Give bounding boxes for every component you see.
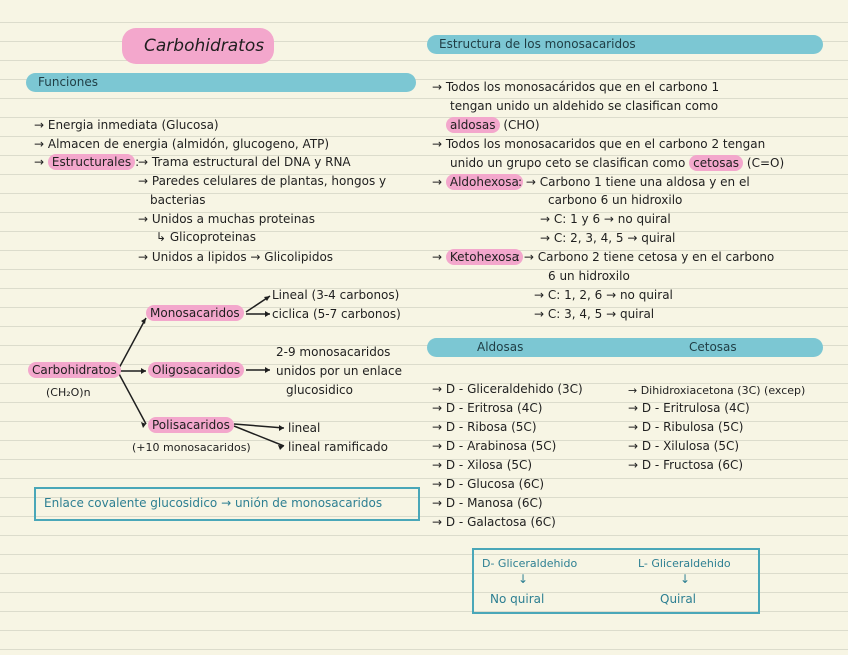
poli-ramificado: lineal ramificado — [288, 440, 388, 454]
estructurales-label: Estructurales — [48, 154, 135, 170]
keto-line-3: → C: 1, 2, 6 → no quiral — [534, 288, 673, 302]
l-gliceraldehido: L- Gliceraldehido — [638, 557, 731, 570]
node-monosacaridos: Monosacaridos — [146, 306, 244, 321]
cetosas-term: cetosas — [689, 155, 743, 171]
diagram-root-formula: (CH₂O)n — [46, 386, 91, 399]
estructural-item-3: bacterias — [150, 193, 206, 207]
estructural-item-6: → Unidos a lipidos → Glicolipidos — [138, 250, 334, 264]
aldosa-8: → D - Galactosa (6C) — [432, 515, 556, 529]
enlace-box — [34, 487, 420, 521]
estructural-item-5: ↳ Glicoproteinas — [156, 230, 257, 244]
aldosa-1: → D - Gliceraldehido (3C) — [432, 382, 583, 396]
aldo-line-1: : → Carbono 1 tiene una aldosa y en el — [518, 175, 750, 189]
l-arrow: ↓ — [680, 572, 691, 586]
d-arrow: ↓ — [518, 572, 529, 586]
aldosas-cetosas-bar — [427, 338, 823, 357]
poli-lineal: lineal — [288, 421, 321, 435]
ketohexosa-row: → Ketohexosa — [432, 250, 523, 265]
keto-line-4: → C: 3, 4, 5 → quiral — [534, 307, 655, 321]
oligo-line-2: unidos por un enlace — [276, 364, 402, 378]
aldosa-2: → D - Eritrosa (4C) — [432, 401, 543, 415]
funcion-item-2: → Almacen de energia (almidón, glucogeno, ATP) — [34, 137, 330, 151]
oligo-line-1: 2-9 monosacaridos — [276, 345, 391, 359]
p1-line-1: → Todos los monosacáridos que en el carbono 1 — [432, 80, 720, 94]
cetosa-2: → D - Eritrulosa (4C) — [628, 401, 750, 415]
p2-line-2: unido un grupo ceto se clasifican como cetosas (C=O) — [450, 156, 785, 170]
oligo-line-3: glucosidico — [286, 383, 353, 397]
page-title: Carbohidratos — [144, 36, 265, 56]
funciones-header: Funciones — [38, 75, 98, 89]
ketohexosa-label: Ketohexosa — [446, 249, 523, 265]
col-aldosas: Aldosas — [477, 340, 524, 354]
cetosa-5: → D - Fructosa (6C) — [628, 458, 744, 472]
arrow-poli-a — [234, 424, 284, 428]
diagram-root: Carbohidratos — [28, 363, 121, 378]
estructura-header-bar — [427, 35, 823, 54]
poli-note: (+10 monosacaridos) — [132, 441, 251, 454]
enlace-text: Enlace covalente glucosidico → unión de monosacaridos — [44, 496, 383, 510]
aldosas-term: aldosas — [446, 117, 500, 133]
aldosa-3: → D - Ribosa (5C) — [432, 420, 537, 434]
aldohexosa-row: → Aldohexosa — [432, 175, 523, 190]
aldosa-4: → D - Arabinosa (5C) — [432, 439, 557, 453]
keto-line-1: : → Carbono 2 tiene cetosa y en el carbono — [516, 250, 775, 264]
mono-lineal: Lineal (3-4 carbonos) — [272, 288, 400, 302]
d-quiral-value: No quiral — [490, 592, 545, 606]
estructural-item-4: → Unidos a muchas proteinas — [138, 212, 315, 226]
node-oligosacaridos: Oligosacaridos — [148, 363, 244, 378]
aldo-line-4: → C: 2, 3, 4, 5 → quiral — [540, 231, 676, 245]
cetosa-1: → Dihidroxiacetona (3C) (excep) — [628, 384, 806, 397]
gliceraldehido-box — [472, 548, 760, 614]
aldosa-6: → D - Glucosa (6C) — [432, 477, 545, 491]
aldo-line-2: carbono 6 un hidroxilo — [548, 193, 683, 207]
node-polisacaridos: Polisacaridos — [148, 418, 234, 433]
p1-line-3: aldosas (CHO) — [446, 118, 540, 133]
aldohexosa-label: Aldohexosa — [446, 174, 523, 190]
arrow-to-mono — [118, 318, 146, 370]
d-gliceraldehido: D- Gliceraldehido — [482, 557, 578, 570]
cetosa-3: → D - Ribulosa (5C) — [628, 420, 744, 434]
cetosa-4: → D - Xilulosa (5C) — [628, 439, 740, 453]
aldosa-5: → D - Xilosa (5C) — [432, 458, 533, 472]
keto-line-2: 6 un hidroxilo — [548, 269, 630, 283]
estructural-item-2: → Paredes celulares de plantas, hongos y — [138, 174, 387, 188]
p2-line-1: → Todos los monosacaridos que en el carbono 2 tengan — [432, 137, 766, 151]
estructura-header: Estructura de los monosacaridos — [439, 37, 636, 51]
arrow-to-poli — [118, 372, 146, 424]
aldosa-7: → D - Manosa (6C) — [432, 496, 543, 510]
l-quiral-value: Quiral — [660, 592, 697, 606]
estructurales-row: → Estructurales : — [34, 155, 140, 169]
col-cetosas: Cetosas — [689, 340, 737, 354]
p1-line-2: tengan unido un aldehido se clasifican como — [450, 99, 719, 113]
estructural-item-1: → Trama estructural del DNA y RNA — [138, 155, 351, 169]
funcion-item-1: → Energia inmediata (Glucosa) — [34, 118, 219, 132]
aldo-line-3: → C: 1 y 6 → no quiral — [540, 212, 671, 226]
mono-ciclica: ciclica (5-7 carbonos) — [272, 307, 401, 321]
